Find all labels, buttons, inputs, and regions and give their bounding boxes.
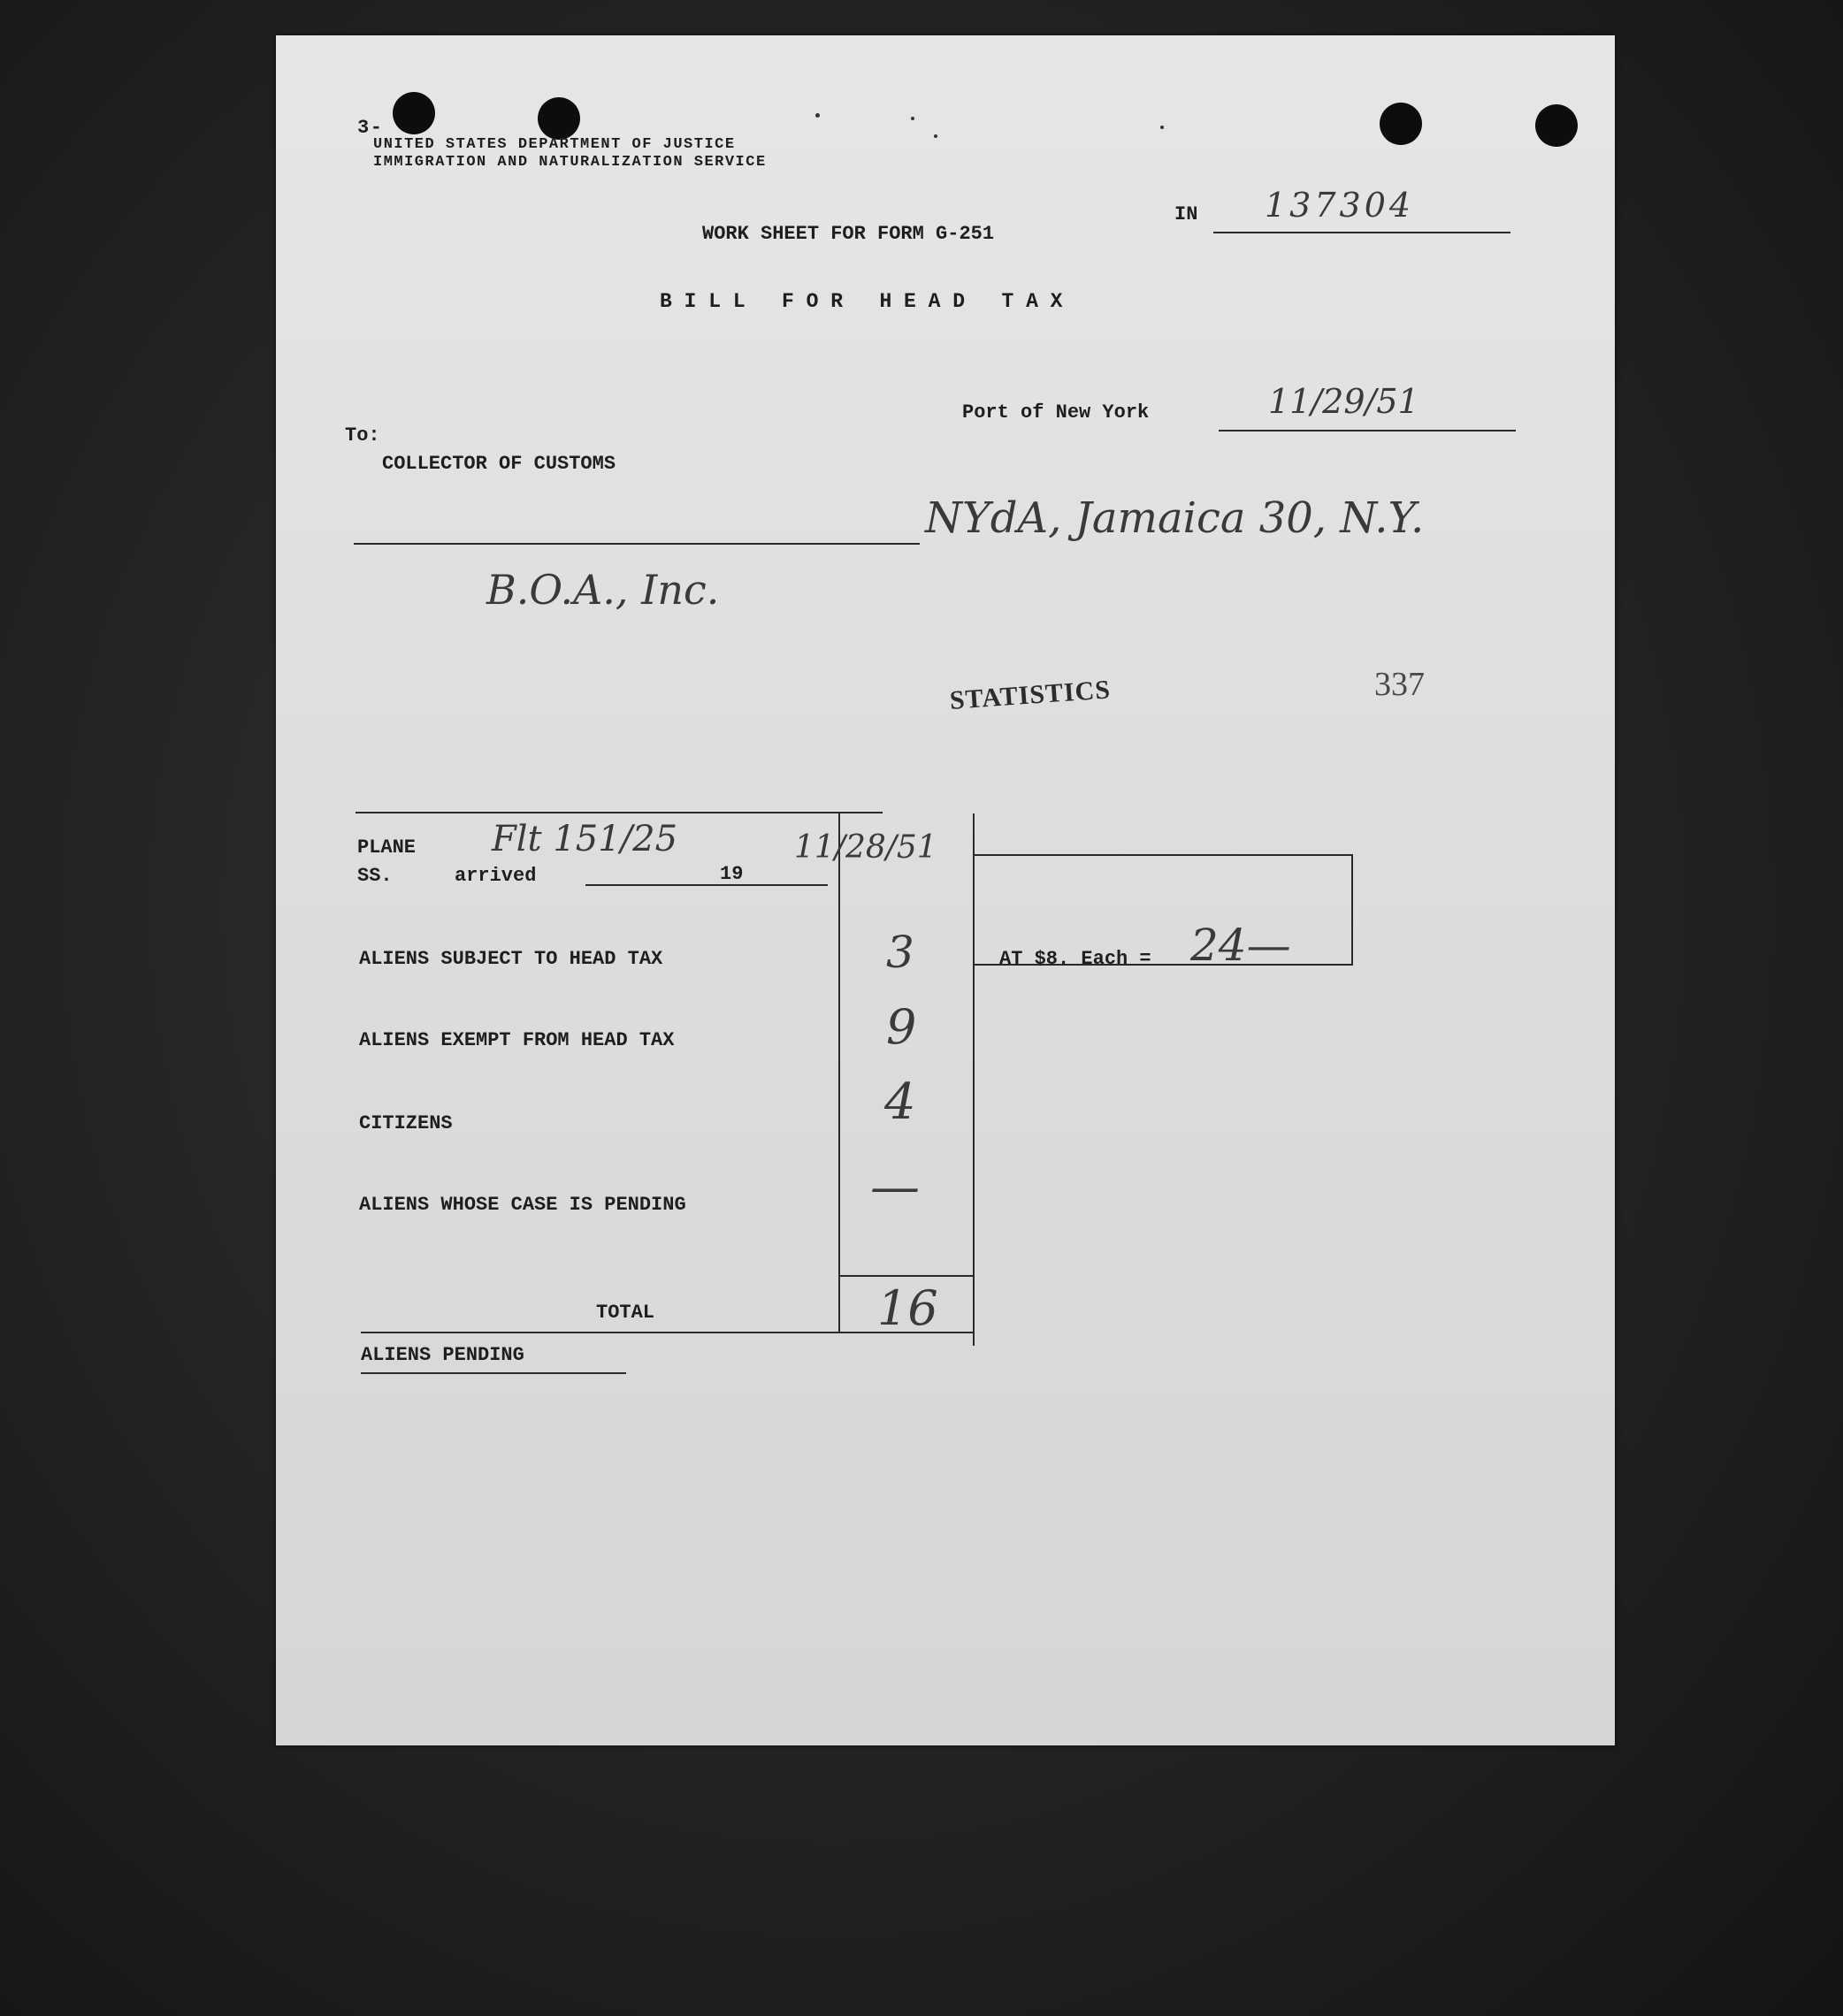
agency-line-2: IMMIGRATION AND NATURALIZATION SERVICE xyxy=(373,154,767,171)
handwritten-company: B.O.A., Inc. xyxy=(486,566,720,614)
port-date: 11/29/51 xyxy=(1268,382,1419,421)
bill-title: B I L L F O R H E A D T A X xyxy=(660,290,1063,313)
port-date-underline xyxy=(1219,430,1516,431)
value-column-left-rule xyxy=(838,812,840,1333)
row-label-subject: ALIENS SUBJECT TO HEAD TAX xyxy=(359,948,663,970)
in-number-underline xyxy=(1213,232,1510,233)
rate-box-top-rule xyxy=(973,854,1351,856)
addressee: COLLECTOR OF CUSTOMS xyxy=(382,453,616,475)
punch-hole xyxy=(393,92,435,134)
agency-line-1: UNITED STATES DEPARTMENT OF JUSTICE xyxy=(373,136,736,153)
plane-label: PLANE xyxy=(357,836,417,859)
table-top-rule xyxy=(356,812,883,813)
rate-amount: 24— xyxy=(1190,920,1291,971)
row-value-exempt: 9 xyxy=(886,999,917,1055)
statistics-stamp: STATISTICS xyxy=(948,675,1112,715)
total-value: 16 xyxy=(877,1280,938,1336)
row-label-exempt: ALIENS EXEMPT FROM HEAD TAX xyxy=(359,1029,675,1051)
arrival-date: 11/28/51 xyxy=(794,829,937,866)
row-value-citizens: 4 xyxy=(884,1073,916,1131)
plane-flight: Flt 151/25 xyxy=(492,819,678,859)
ss-label: SS. xyxy=(357,865,393,887)
punch-hole xyxy=(538,97,580,140)
statistics-number: 337 xyxy=(1374,666,1425,703)
in-label: IN xyxy=(1174,203,1198,225)
row-label-pending: ALIENS WHOSE CASE IS PENDING xyxy=(359,1194,686,1216)
year-prefix: 19 xyxy=(720,863,744,885)
value-column-right-rule xyxy=(973,813,975,1346)
row-label-citizens: CITIZENS xyxy=(359,1112,453,1134)
form-code: 3- xyxy=(357,117,384,139)
rate-box-right-rule xyxy=(1351,854,1353,964)
punch-hole xyxy=(1535,104,1578,147)
port-label: Port of New York xyxy=(962,401,1150,424)
footer-underline xyxy=(361,1372,626,1374)
aliens-pending-label: ALIENS PENDING xyxy=(361,1344,524,1366)
punch-hole xyxy=(1380,103,1422,145)
arrived-label: arrived xyxy=(455,865,537,887)
in-number: 137304 xyxy=(1265,186,1415,225)
addressee-underline xyxy=(354,543,920,545)
row-value-subject: 3 xyxy=(886,927,914,978)
handwritten-location: NYdA, Jamaica 30, N.Y. xyxy=(925,493,1425,543)
to-label: To: xyxy=(345,424,380,447)
document-page xyxy=(276,35,1615,1745)
worksheet-title: WORK SHEET FOR FORM G-251 xyxy=(702,223,995,245)
rate-label: AT $8. Each = xyxy=(999,948,1151,970)
total-top-rule xyxy=(838,1275,975,1277)
arrived-underline xyxy=(585,884,828,886)
total-label: TOTAL xyxy=(596,1302,655,1324)
row-value-pending: — xyxy=(870,1158,920,1216)
